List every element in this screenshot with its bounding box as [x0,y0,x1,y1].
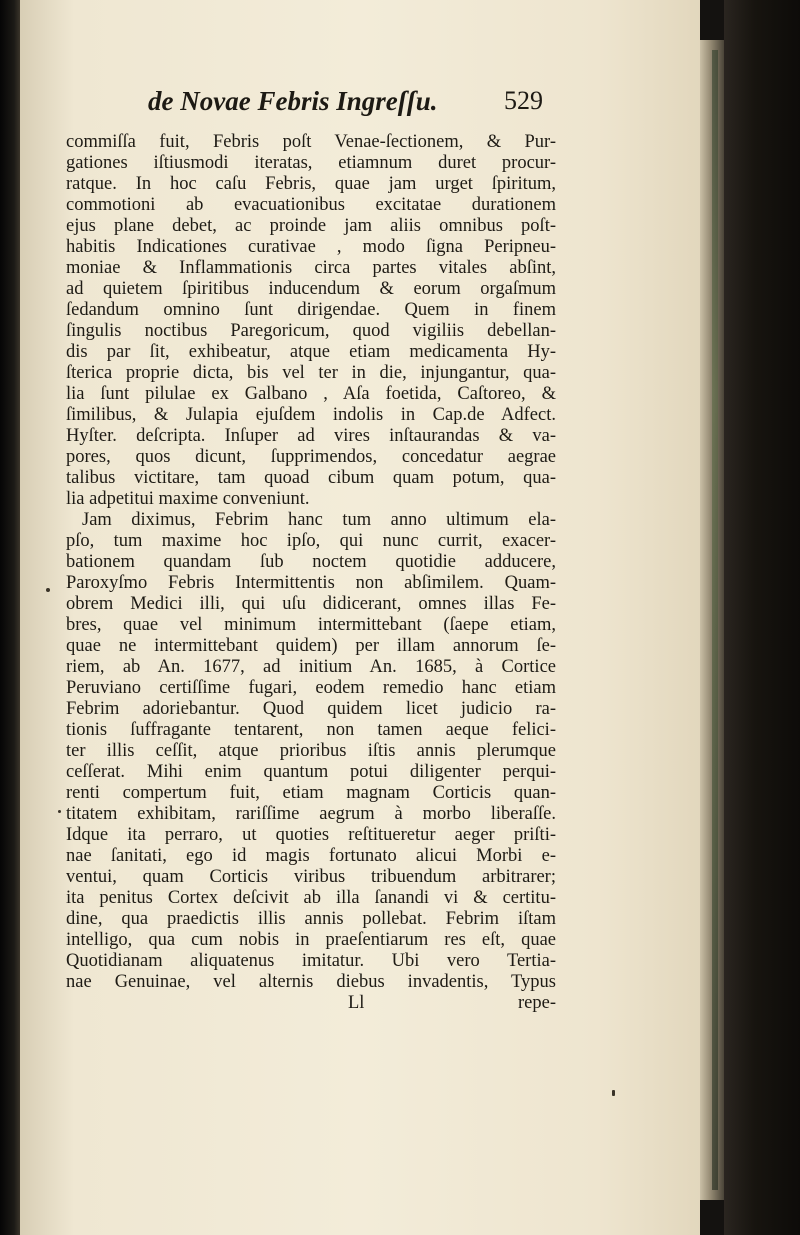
text-line: Idque ita perraro, ut quoties reſtitueretur aeger priſti- [66,825,556,845]
text-line: Peruviano certiſſime fugari, eodem remedio hanc etiam [66,678,556,698]
text-line: Febrim adoriebantur. Quod quidem licet judicio ra- [66,699,556,719]
page-header [100,80,550,130]
text-line: dine, qua praedictis illis annis pollebat. Febrim iſtam [66,909,556,929]
text-line: pſo, tum maxime hoc ipſo, qui nunc currit, exacer- [66,531,556,551]
text-line: Jam diximus, Febrim hanc tum anno ultimum ela- [82,510,556,530]
text-line: ventui, quam Corticis viribus tribuendum arbitrarer; [66,867,556,887]
text-line: nae ſanitati, ego id magis fortunato alicui Morbi e- [66,846,556,866]
text-line: ſimilibus, & Julapia ejuſdem indolis in Cap.de Adfect. [66,405,556,425]
page-number: 529 [504,86,543,115]
ink-speck [612,1090,615,1096]
text-line: ratque. In hoc caſu Febris, quae jam urget ſpiritum, [66,174,556,194]
text-line: ſingulis noctibus Paregoricum, quod vigiliis debellan- [66,321,556,341]
signature-mark: Ll [348,993,365,1013]
text-line: gationes iſtiusmodi iteratas, etiamnum duret procur- [66,153,556,173]
running-title: de Novae Febris Ingreſſu. [148,86,438,116]
text-line: commiſſa fuit, Febris poſt Venae-ſectionem, & Pur- [66,132,556,152]
text-line: titatem exhibitam, rariſſime aegrum à morbo liberaſſe. [66,804,556,824]
text-line: talibus victitare, tam quoad cibum quam potum, qua- [66,468,556,488]
text-line: nae Genuinae, vel alternis diebus invadentis, Typus [66,972,556,992]
ink-speck [46,588,50,592]
text-line: ſterica proprie dicta, bis vel ter in die, injungantur, qua- [66,363,556,383]
text-line: ad quietem ſpiritibus inducendum & eorum orgaſmum [66,279,556,299]
text-line: obrem Medici illi, qui uſu didicerant, omnes illas Fe- [66,594,556,614]
text-line: Quotidianam aliquatenus imitatur. Ubi vero Tertia- [66,951,556,971]
ink-speck [58,810,61,813]
catchword: repe- [518,993,556,1013]
text-line: intelligo, qua cum nobis in praeſentiarum res eſt, quae [66,930,556,950]
text-line: ter illis ceſſit, atque prioribus iſtis annis plerumque [66,741,556,761]
text-line: renti compertum fuit, etiam magnam Corticis quan- [66,783,556,803]
text-line: ceſſerat. Mihi enim quantum potui diligenter perqui- [66,762,556,782]
text-line: Paroxyſmo Febris Intermittentis non abſimilem. Quam- [66,573,556,593]
text-line: pores, quos dicunt, ſupprimendos, concedatur aegrae [66,447,556,467]
text-line: Hyſter. deſcripta. Inſuper ad vires inſtaurandas & va- [66,426,556,446]
text-line: lia adpetitui maxime conveniunt. [66,489,310,509]
book-cover [724,0,800,1235]
text-line: tionis ſuffragante tentarent, non tamen aeque felici- [66,720,556,740]
body-text [66,132,556,1014]
text-line: lia ſunt pilulae ex Galbano , Aſa foetida, Caſtoreo, & [66,384,556,404]
binding-shadow [0,0,20,1235]
text-line: ejus plane debet, ac proinde jam aliis omnibus poſt- [66,216,556,236]
text-line: dis par ſit, exhibeatur, atque etiam medicamenta Hy- [66,342,556,362]
text-line: ſedandum omnino ſunt dirigendae. Quem in finem [66,300,556,320]
page-footer [66,993,556,1014]
text-line: quae ne intermittebant quidem) per illam annorum ſe- [66,636,556,656]
cover-edge-stripe [712,50,718,1190]
text-line: riem, ab An. 1677, ad initium An. 1685, à Cortice [66,657,556,677]
text-line: bres, quae vel minimum intermittebant (ſaepe etiam, [66,615,556,635]
text-line: bationem quandam ſub noctem quotidie adducere, [66,552,556,572]
text-line: habitis Indicationes curativae , modo ſigna Peripneu- [66,237,556,257]
text-line: commotioni ab evacuationibus excitatae durationem [66,195,556,215]
text-line: moniae & Inflammationis circa partes vitales abſint, [66,258,556,278]
text-line: ita penitus Cortex deſcivit ab illa ſanandi vi & certitu- [66,888,556,908]
